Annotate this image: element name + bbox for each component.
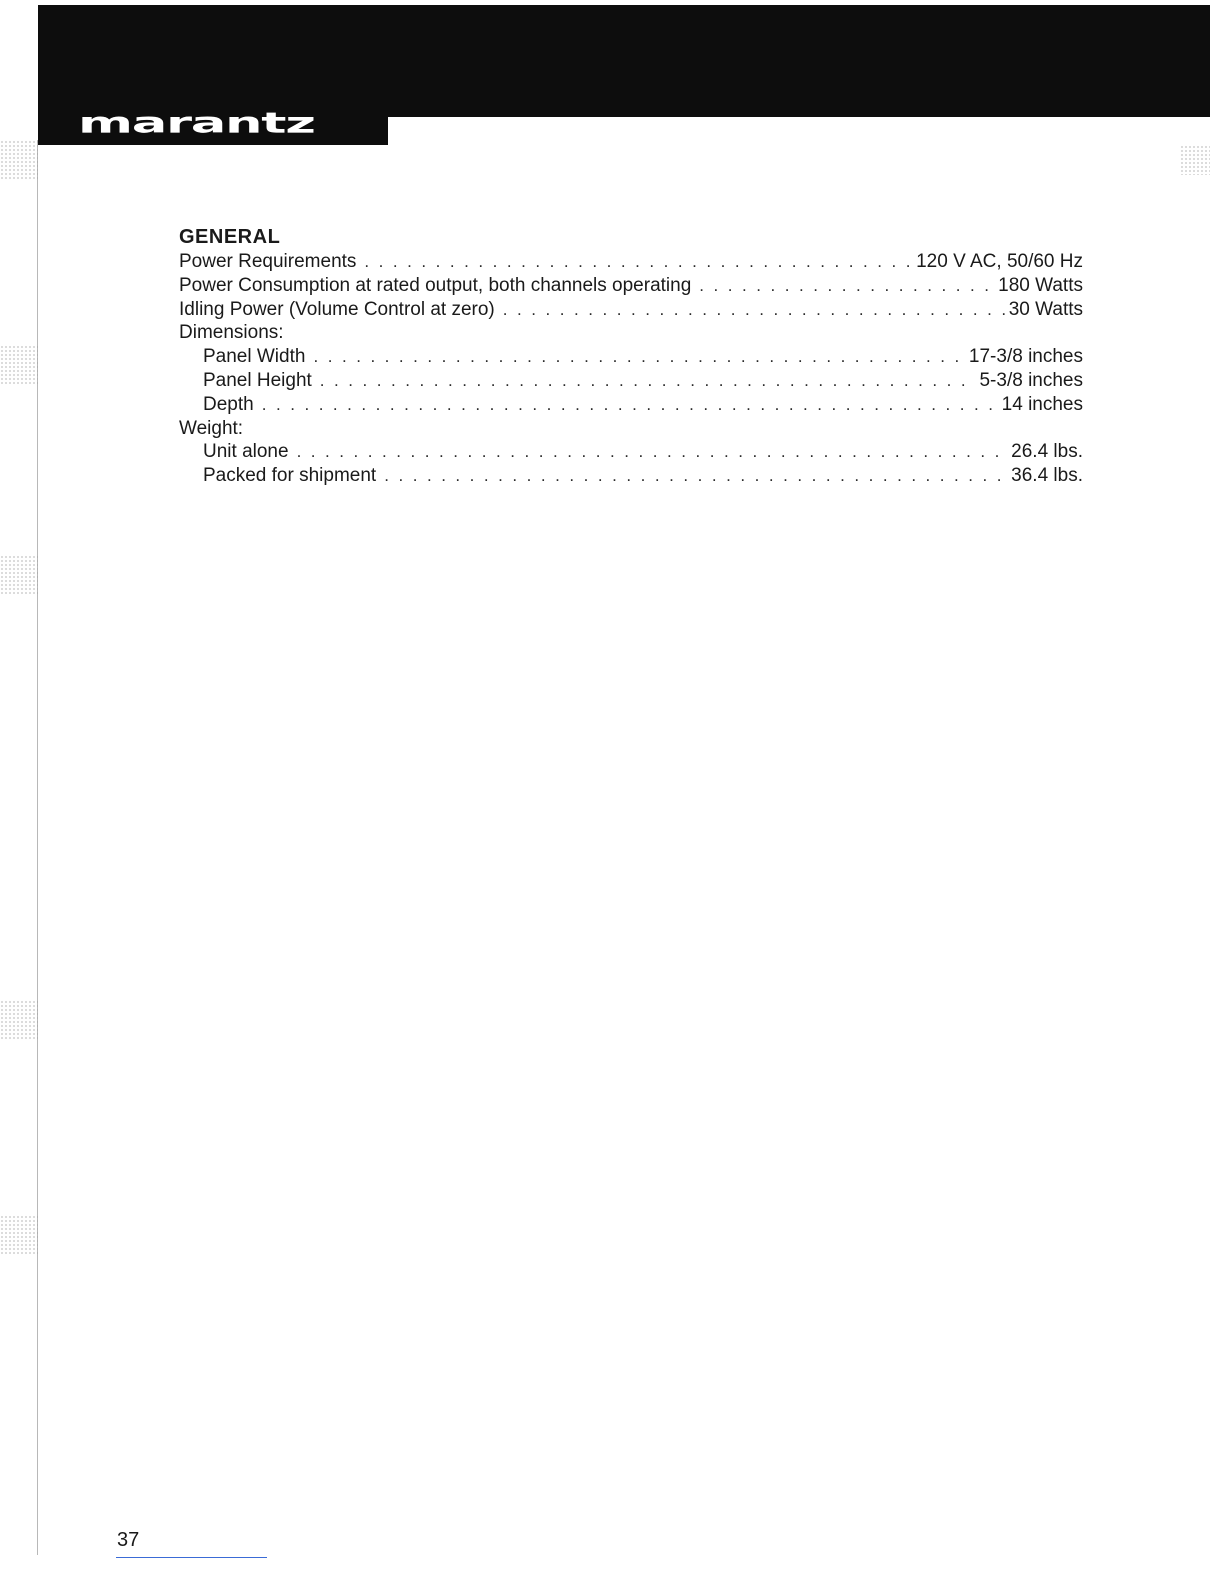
dot-leader xyxy=(262,393,998,417)
spec-label: Unit alone xyxy=(203,441,289,463)
section-title: GENERAL xyxy=(179,226,281,248)
spec-value: 30 Watts xyxy=(1008,298,1083,320)
weight-heading: Weight: xyxy=(179,417,244,439)
scan-speckle xyxy=(0,555,38,595)
spec-value: 17-3/8 inches xyxy=(968,346,1083,368)
spec-label: Power Requirements xyxy=(179,251,357,272)
spec-label: Packed for shipment xyxy=(203,465,377,487)
spec-label: Depth xyxy=(203,393,254,415)
dot-leader xyxy=(699,274,994,298)
page-number: 37 xyxy=(117,1529,140,1551)
spec-row xyxy=(179,298,1083,322)
spec-label: Power Consumption at rated output, both channels operating xyxy=(179,274,692,296)
footer-rule xyxy=(116,1557,267,1558)
dot-leader xyxy=(320,369,976,393)
scan-speckle xyxy=(0,140,38,180)
scan-speckle xyxy=(0,345,38,385)
spec-value: 180 Watts xyxy=(998,274,1083,296)
scan-speckle xyxy=(0,1000,38,1040)
dot-leader xyxy=(364,250,912,274)
spec-value: 26.4 lbs. xyxy=(1011,441,1083,463)
dot-leader xyxy=(297,440,1008,464)
spec-value: 14 inches xyxy=(1001,393,1083,415)
spec-value: 36.4 lbs. xyxy=(1011,465,1083,487)
spec-label: Panel Height xyxy=(203,369,312,391)
scan-speckle xyxy=(1180,145,1210,175)
spec-row xyxy=(179,393,1083,417)
spec-row xyxy=(179,369,1083,393)
dot-leader xyxy=(313,345,964,369)
dot-leader xyxy=(384,464,1007,488)
spec-row xyxy=(179,464,1083,488)
spec-row xyxy=(179,440,1083,464)
brand-logo: marantz xyxy=(78,106,315,140)
scan-speckle xyxy=(0,1215,38,1255)
spec-row xyxy=(179,250,1083,274)
dot-leader xyxy=(503,298,1005,322)
specifications-block xyxy=(179,226,1083,488)
spec-label: Panel Width xyxy=(203,346,306,368)
header-band xyxy=(38,5,1210,117)
spec-label: Idling Power (Volume Control at zero) xyxy=(179,298,495,320)
dimensions-heading: Dimensions: xyxy=(179,322,284,344)
spec-value: 5-3/8 inches xyxy=(979,369,1083,391)
spec-row xyxy=(179,345,1083,369)
spec-row xyxy=(179,274,1083,298)
spec-value: 120 V AC, 50/60 Hz xyxy=(916,251,1083,272)
